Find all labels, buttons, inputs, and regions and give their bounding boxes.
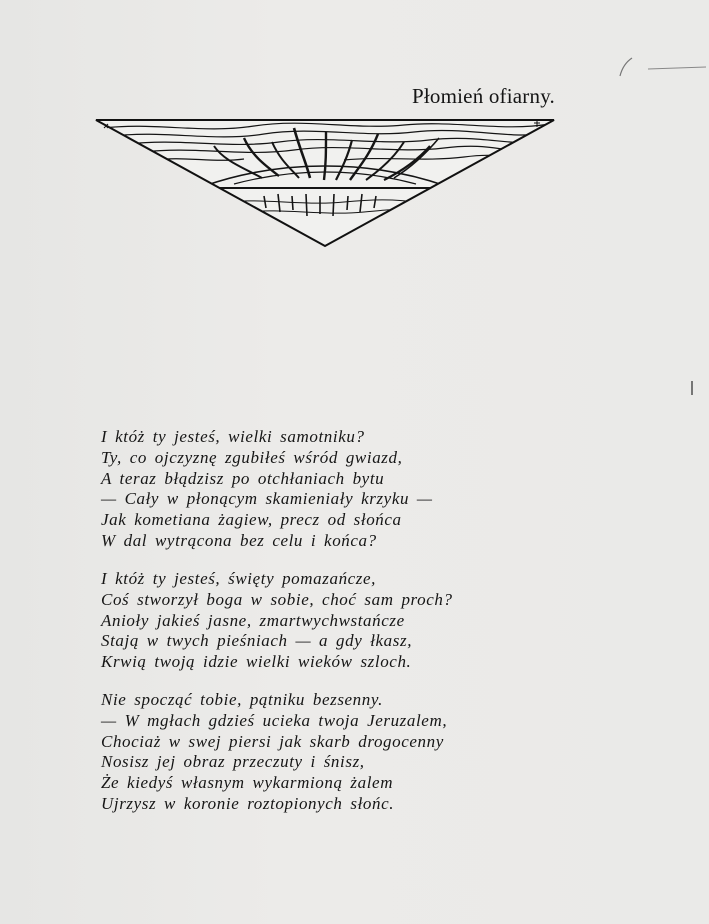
poem-line: Ujrzysz w koronie roztopionych słońc.	[101, 793, 395, 813]
poem-line: Krwią twoją idzie wielki wieków szloch.	[101, 652, 412, 672]
poem-line: — W mgłach gdzieś ucieka twoja Jeruzalem,	[101, 710, 448, 730]
poem-line: A teraz błądzisz po otchłaniach bytu	[101, 468, 385, 488]
poem-line: Chociaż w swej piersi jak skarb drogocenny	[101, 731, 444, 751]
poem-stanza	[101, 690, 447, 815]
poem-line: Anioły jakieś jasne, zmartwychwstańcze	[101, 610, 405, 630]
poem-line: I któż ty jesteś, święty pomazańcze,	[101, 569, 377, 588]
poem-line: Coś stworzył boga w sobie, choć sam proch?	[101, 589, 453, 609]
poem-line: Nie spocząć tobie, pątniku bezsenny.	[101, 690, 383, 709]
poem-line: Stają w twych pieśniach — a gdy łkasz,	[101, 631, 413, 651]
poem-line: Że kiedyś własnym wykarmioną żalem	[101, 773, 394, 793]
pencil-tick-icon	[687, 380, 697, 396]
poem-line: W dal wytrącona bez celu i końca?	[101, 530, 377, 550]
poem-line: Jak kometiana żagiew, precz od słońca	[101, 510, 402, 530]
poem-title: Płomień ofiarny.	[412, 84, 555, 108]
poem-line: Nosisz jej obraz przeczuty i śnisz,	[101, 752, 365, 772]
poem-line: I któż ty jesteś, wielki samotniku?	[101, 427, 365, 446]
poem-stanza	[101, 427, 433, 552]
flame-sun-vignette-icon	[94, 116, 556, 248]
poem-line: Ty, co ojczyznę zgubiłeś wśród gwiazd,	[101, 447, 403, 467]
poem-line: — Cały w płonącym skamieniały krzyku —	[101, 489, 433, 509]
poem-stanza	[101, 569, 453, 673]
pencil-mark-icon	[618, 52, 708, 78]
